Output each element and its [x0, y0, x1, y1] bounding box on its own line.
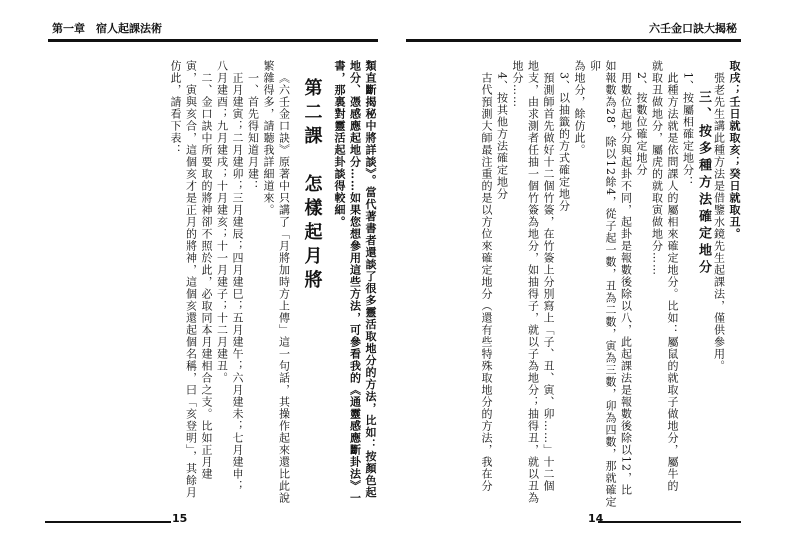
text-column: 取戌；壬日就取亥；癸日就取丑。	[728, 60, 741, 240]
chapter-title: 第二課 怎樣起月將	[301, 78, 323, 294]
text-column: 如報數為28，除以12餘4，從子起一數，丑為二數，寅為三數，卯為四數，那就確定卯	[588, 60, 617, 508]
footer-rule	[598, 521, 741, 523]
text-column: 類直斷揭秘中將詳談》。當代著書者還談了很多靈活取地分的方法，比如：按顏色起	[364, 60, 377, 499]
page-number: 14	[588, 512, 604, 525]
text-column: 正月建寅；二月建卯；三月建辰；四月建巳；五月建午；六月建未；七月建申；	[231, 72, 244, 492]
right-page-body	[412, 60, 742, 508]
footer-rule	[45, 521, 171, 523]
left-running-header: 第一章 宿人起課法術	[48, 22, 378, 42]
text-column: 此種方法就是依問課人的屬相來確定地分。比如：屬鼠的就取子做地分，屬牛的	[666, 72, 679, 492]
text-column: 二、金口訣中所要取的將神卻不照於此，必取同本月建相合之支。比如正月建	[200, 72, 213, 480]
left-page	[0, 0, 395, 549]
text-column: 地分……	[511, 60, 524, 108]
left-page-body	[108, 60, 378, 508]
text-column: 寅，寅與亥合，這個亥才是正月的將神，這個亥還起個名稱，曰「亥登明」，其餘月	[184, 60, 198, 499]
text-column: 1、按屬相確定地分：	[681, 72, 695, 188]
text-column: 《六壬金口訣》原著中只講了「月將加時方上傳」這一句話，其操作起來還比此說	[277, 72, 291, 504]
text-column: 為地分，餘仿此。	[573, 60, 586, 156]
text-column: 古代預測大師最注重的是以方位來確定地分（還有些特殊取地分的方法，我在分	[480, 72, 493, 492]
text-column: 就取丑做地分，屬虎的就取寅做地分……	[650, 60, 664, 276]
text-column: 預測師首先做好十二個竹簽，在竹簽上分別寫上「子、丑、寅、卯……」十二個	[542, 72, 555, 492]
text-column: 3、以抽籤的方式確定地分	[557, 72, 571, 212]
text-column: 繁雜得多，請聽我詳細道來。	[262, 60, 275, 216]
text-column: 地分、憑感應起地分……如果您想參用這些方法，可參看我的《通靈感應斷卦法》一	[348, 60, 362, 504]
text-column: 仿此，請看下表：	[169, 60, 182, 156]
right-running-header: 六壬金口訣大揭秘	[406, 22, 741, 42]
text-column: 2、按數位確定地分	[635, 72, 648, 176]
text-column: 一、首先得知道月建：	[246, 72, 260, 192]
right-page	[398, 0, 793, 549]
text-column: 4、按其他方法確定地分	[495, 72, 509, 200]
text-column: 地支，由求測者任抽一個竹簽為地分，如抽得子，就以子為地分；抽得丑，就以丑為	[526, 60, 540, 504]
page-number: 15	[172, 512, 188, 525]
text-column: 書，那裏對靈活起卦談得較細。	[333, 60, 346, 228]
section-heading: 三、按多種方法確定地分	[696, 90, 711, 277]
text-column: 張老先生講此種方法是借鑒水鏡先生起課法，僅供參用。	[712, 72, 726, 372]
text-column: 用數位起地分與起卦不同，起卦是報數後除以八，此起課法是報數後除以12，比	[619, 72, 633, 496]
text-column: 八月建酉；九月建戌；十月建亥；十一月建子；十二月建丑。	[215, 60, 229, 384]
